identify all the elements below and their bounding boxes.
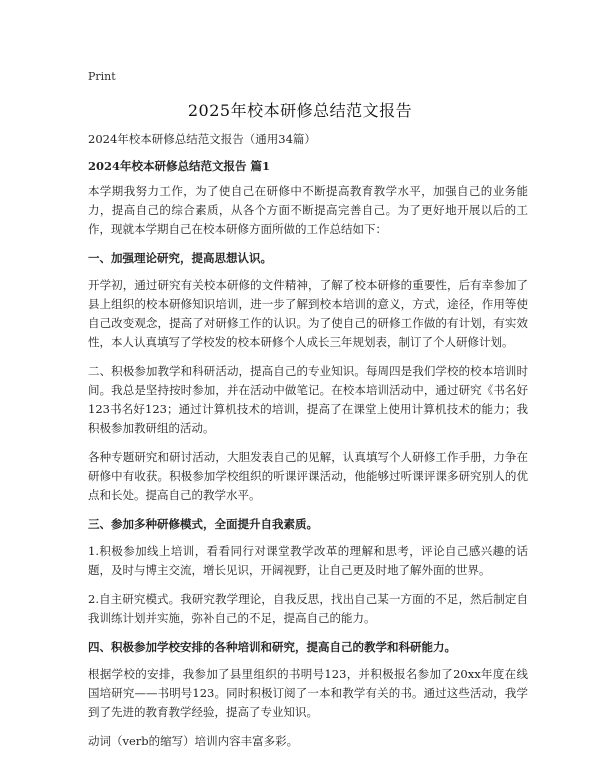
section-1-heading: 一、加强理论研究，提高思想认识。 [88,251,272,265]
intro-paragraph: 本学期我努力工作，为了使自己在研修中不断提高教育教学水平，加强自己的业务能力，提高自己的综合素质，从各个方面不断提高完善自己。为了更好地开展以后的工作，现就本学期自己在校本研修方面所做的工作总结如下： [88,184,528,236]
page-title: 2025年校本研修总结范文报告 [187,101,413,120]
section-3-item-1: 1.积极参加线上培训，看看同行对课堂教学改革的理解和思考，评论自己感兴趣的话题，及时与博主交流，增长见识，开阔视野，让自己更及时地了解外面的世界。 [88,544,528,577]
section-2-paragraph-continued: 各种专题研究和研讨活动，大胆发表自己的见解，认真填写个人研修工作手册，力争在研修中有收获。积极参加学校组织的听课评课活动，他能够过听课评课多研究别人的优点和长处。提高自己的教学水平。 [88,450,528,502]
closing-line: 动词（verb的缩写）培训内容丰富多彩。 [88,734,299,748]
section-4-heading: 四、积极参加学校安排的各种培训和研究，提高自己的教学和科研能力。 [88,640,456,654]
document-subtitle: 2024年校本研修总结范文报告（通用34篇） [88,132,316,146]
section-1-paragraph: 开学初，通过研究有关校本研修的文件精神，了解了校本研修的重要性，后有幸参加了县上组织的校本研修知识培训，进一步了解到校本培训的意义，方式，途径，作用等使自己改变观念，提高了对研修工作的认识。为了使自己的研修工作做的有计划，有实效性，本人认真填写了学校发的校本研修个人成长三年规划表，制订了个人研修计划。 [88,278,528,349]
part-heading: 2024年校本研修总结范文报告 篇1 [88,159,271,173]
print-label[interactable]: Print [88,70,116,83]
section-3-heading: 三、参加多种研修模式，全面提升自我素质。 [88,517,318,531]
document-body [88,130,528,761]
section-2-paragraph: 二、积极参加教学和科研活动，提高自己的专业知识。每周四是我们学校的校本培训时间。我总是坚持按时参加，并在活动中做笔记。在校本培训活动中，通过研究《书名好123书名好123；通过计算机技术的培训，提高了在课堂上使用计算机技术的能力；我积极参加教研组的活动。 [88,364,528,435]
section-4-paragraph: 根据学校的安排，我参加了县里组织的书明号123，并积极报名参加了20xx年度在线国培研究——书明号123。同时积极订阅了一本和教学有关的书。通过这些活动，我学到了先进的教育教学经验，提高了专业知识。 [88,667,528,719]
section-3-item-2: 2.自主研究模式。我研究教学理论，自我反思，找出自己某一方面的不足，然后制定自我训练计划并实施，弥补自己的不足，提高自己的能力。 [88,592,528,625]
